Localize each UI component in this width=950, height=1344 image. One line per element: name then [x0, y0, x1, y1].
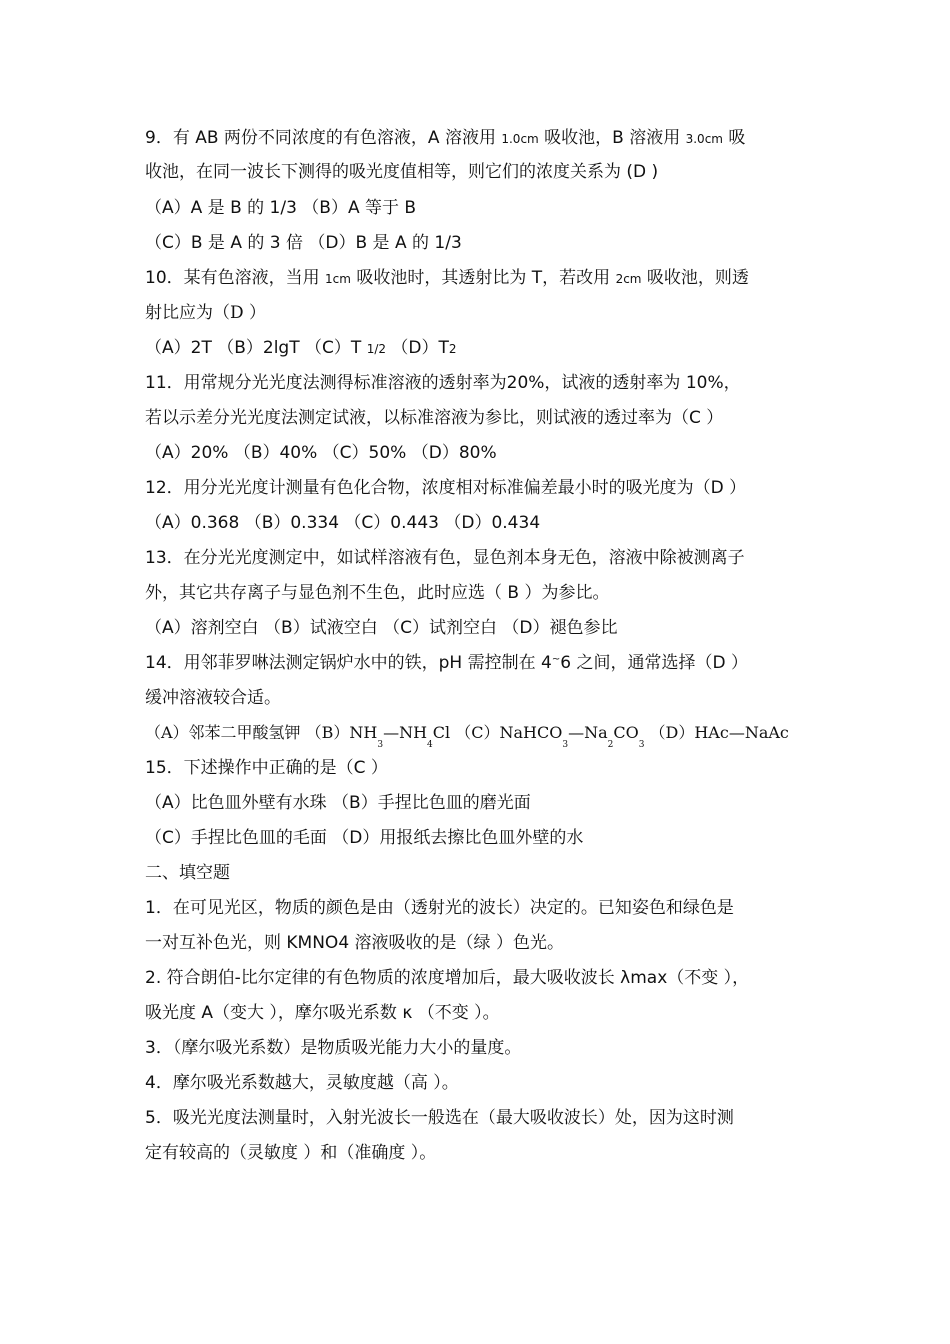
fill-5-line-2: 定有较高的（灵敏度 ）和（准确度 ）。: [145, 1143, 437, 1163]
question-9-options-cd: （C）B 是 A 的 3 倍 （D）B 是 A 的 1/3: [145, 233, 462, 253]
cuvette-length: 1.0cm: [501, 132, 539, 146]
question-11-line-1: 11．用常规分光光度法测得标准溶液的透射率为20%，试液的透射率为 10%，: [145, 373, 741, 393]
question-12-options: （A）0.368 （B）0.334 （C）0.443 （D）0.434: [145, 513, 541, 533]
fill-2-line-1: 2. 符合朗伯-比尔定律的有色物质的浓度增加后，最大吸收波长 λmax（不变 ），: [145, 968, 750, 988]
text: 吸收池时，其透射比为 T，若改用: [350, 268, 616, 288]
text: CO: [613, 723, 639, 742]
text: Cl （C）NaHCO: [432, 723, 563, 742]
question-13-line-1: 13．在分光光度测定中，如试样溶液有色，显色剂本身无色，溶液中除被测离子: [145, 548, 745, 568]
exponent: 1/2: [366, 342, 386, 356]
text: （A）邻苯二甲酸氢钾 （B）NH: [145, 723, 378, 742]
question-9-options-ab: （A）A 是 B 的 1/3 （B）A 等于 B: [145, 198, 417, 218]
text: 吸收池，B 溶液用: [538, 128, 686, 148]
text: —NH: [383, 723, 428, 742]
question-15-options-cd: （C）手捏比色皿的毛面 （D）用报纸去擦比色皿外壁的水: [145, 828, 584, 848]
question-14-line-2: 缓冲溶液较合适。: [145, 688, 281, 708]
text: 14．用邻菲罗啉法测定锅炉水中的铁，pH 需控制在 4: [145, 653, 552, 673]
fill-4-line: 4．摩尔吸光系数越大，灵敏度越（高 ）。: [145, 1073, 459, 1093]
subscript: 3: [562, 740, 569, 750]
question-14-options: [145, 722, 789, 750]
text: 吸: [722, 128, 746, 148]
fill-2-line-2: 吸光度 A（变大 ），摩尔吸光系数 κ （不变 ）。: [145, 1003, 500, 1023]
subscript: 3: [638, 740, 645, 750]
cuvette-length: 2cm: [615, 272, 642, 286]
text: 9．有 AB 两份不同浓度的有色溶液，A 溶液用: [145, 128, 502, 148]
section-heading: 二、填空题: [145, 863, 230, 883]
subscript: 2: [607, 740, 614, 750]
question-14-line-1: [145, 652, 748, 677]
question-12-line-1: 12．用分光光度计测量有色化合物，浓度相对标准偏差最小时的吸光度为（D ）: [145, 478, 747, 498]
question-10-line-1: [145, 267, 749, 290]
question-9-line-2: 收池，在同一波长下测得的吸光度值相等，则它们的浓度关系为 (D ): [145, 162, 659, 182]
cuvette-length: 1cm: [325, 272, 351, 286]
question-10-line-2: 射比应为（D ）: [145, 303, 267, 323]
text: —Na: [568, 723, 608, 742]
fill-1-line-2: 一对互补色光，则 KMNO4 溶液吸收的是（绿 ）色光。: [145, 933, 564, 953]
question-15-options-ab: （A）比色皿外壁有水珠 （B）手捏比色皿的磨光面: [145, 793, 531, 813]
question-13-options: （A）溶剂空白 （B）试液空白 （C）试剂空白 （D）褪色参比: [145, 618, 618, 638]
question-15-line-1: 15．下述操作中正确的是（C ）: [145, 758, 388, 778]
question-10-options: [145, 337, 457, 360]
text: （A）2T （B）2lgT （C）T: [145, 338, 367, 358]
text: 吸收池，则透: [641, 268, 749, 288]
question-13-line-2: 外，其它共存离子与显色剂不生色，此时应选（ B ）为参比。: [145, 583, 610, 603]
fill-5-line-1: 5．吸光光度法测量时，入射光波长一般选在（最大吸收波长）处，因为这时测: [145, 1108, 734, 1128]
fill-3-line: 3．（摩尔吸光系数）是物质吸光能力大小的量度。: [145, 1038, 522, 1058]
subscript: 3: [377, 740, 384, 750]
text: （D）T: [386, 338, 449, 358]
question-9-line-1: [145, 127, 745, 150]
question-11-options: （A）20% （B）40% （C）50% （D）80%: [145, 443, 497, 463]
exponent: 2: [448, 342, 457, 356]
cuvette-length: 3.0cm: [685, 132, 723, 146]
question-11-line-2: 若以示差分光光度法测定试液，以标准溶液为参比，则试液的透过率为（C ）: [145, 408, 724, 428]
tilde: ~: [551, 654, 561, 665]
subscript: 4: [427, 740, 433, 750]
text: （D）HAc—NaAc: [644, 723, 789, 742]
text: 10．某有色溶液，当用: [145, 268, 326, 288]
fill-1-line-1: 1．在可见光区，物质的颜色是由（透射光的波长）决定的。已知姿色和绿色是: [145, 898, 734, 918]
text: 6 之间，通常选择（D ）: [560, 653, 748, 673]
